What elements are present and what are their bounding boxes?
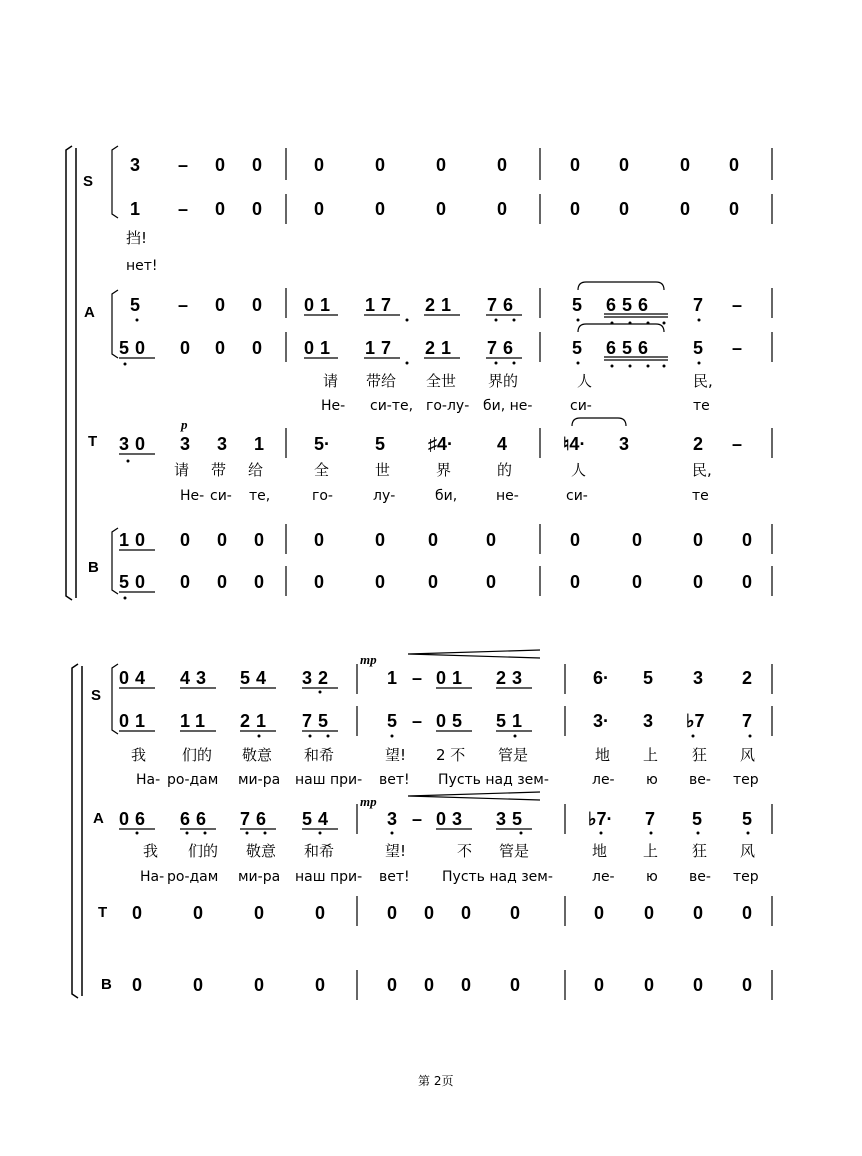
- note: 54: [240, 668, 273, 688]
- note: –: [732, 434, 743, 454]
- note: 3·: [593, 711, 610, 731]
- note: 0: [461, 903, 472, 923]
- note: 6·: [593, 668, 610, 688]
- lyric-ru: те,: [249, 488, 271, 504]
- lyric-ru: ро-дам: [167, 869, 219, 885]
- lyric-zh: 上: [643, 842, 659, 860]
- note: 01: [304, 338, 337, 358]
- note: 0: [680, 155, 691, 175]
- note: 0: [215, 155, 226, 175]
- lyric-zh: 上: [643, 746, 659, 764]
- note: 656: [606, 338, 655, 358]
- lyric-zh: 全: [314, 461, 330, 479]
- note: 17: [365, 295, 398, 315]
- note: 0: [252, 199, 263, 219]
- lyric-zh: 狂: [692, 746, 708, 764]
- note: 17: [365, 338, 398, 358]
- note: –: [732, 295, 743, 315]
- lyric-ru: ве-: [689, 869, 711, 885]
- lyric-ru: ве-: [689, 772, 711, 788]
- note: 5: [387, 711, 398, 731]
- note: 5: [693, 338, 704, 358]
- note: 30: [119, 434, 152, 454]
- lyric-ru: нет!: [126, 258, 158, 274]
- note: 23: [496, 668, 529, 688]
- lyric-ru: си-: [570, 398, 592, 414]
- note: 21: [425, 338, 458, 358]
- part-label-bass: B: [101, 976, 112, 993]
- note: 50: [119, 338, 152, 358]
- note: 0: [594, 903, 605, 923]
- note: 5: [130, 295, 141, 315]
- note: 54: [302, 809, 335, 829]
- note: 04: [119, 668, 152, 688]
- lyric-zh: 狂: [692, 842, 708, 860]
- lyric-ru: би,: [435, 488, 458, 504]
- note: 0: [742, 572, 753, 592]
- note: 0: [252, 338, 263, 358]
- note: 0: [497, 199, 508, 219]
- part-label-alto: A: [93, 810, 104, 827]
- note: 01: [436, 668, 469, 688]
- lyric-zh: 给: [248, 461, 264, 479]
- note: 0: [510, 903, 521, 923]
- note: 0: [314, 199, 325, 219]
- lyric-zh: 和希: [304, 842, 335, 860]
- lyric-zh: 地: [595, 746, 611, 764]
- note: 0: [254, 530, 265, 550]
- note: 76: [240, 809, 273, 829]
- note: 0: [510, 975, 521, 995]
- note: 5: [375, 434, 386, 454]
- note: 0: [314, 155, 325, 175]
- lyric-ru: те: [692, 488, 709, 504]
- note: 0: [215, 295, 226, 315]
- note: 32: [302, 668, 335, 688]
- note: 50: [119, 572, 152, 592]
- note: 3: [643, 711, 654, 731]
- note: 01: [304, 295, 337, 315]
- note: 21: [240, 711, 273, 731]
- note: 0: [375, 199, 386, 219]
- note: 0: [644, 903, 655, 923]
- note: 0: [180, 572, 191, 592]
- lyric-zh: 民,: [693, 372, 713, 390]
- note: 01: [119, 711, 152, 731]
- note: –: [412, 668, 423, 688]
- lyric-zh: 的: [497, 461, 513, 479]
- note: 7: [645, 809, 656, 829]
- note: 656: [606, 295, 655, 315]
- note: 2: [742, 668, 753, 688]
- lyric-zh: 们的: [188, 842, 219, 860]
- note: 0: [375, 155, 386, 175]
- note: 0: [254, 975, 265, 995]
- note: 06: [119, 809, 152, 829]
- note: 0: [217, 530, 228, 550]
- lyric-ru: На-: [140, 869, 165, 885]
- lyric-zh: 界: [436, 461, 452, 479]
- lyric-zh: 我: [131, 746, 147, 764]
- dynamic-mark: mp: [360, 794, 377, 809]
- lyric-ru: си-: [210, 488, 232, 504]
- note: 76: [487, 338, 520, 358]
- lyric-ru: тер: [733, 869, 759, 885]
- note: 2: [693, 434, 704, 454]
- lyric-ru: ю: [646, 869, 658, 885]
- note: –: [732, 338, 743, 358]
- note: 0: [693, 975, 704, 995]
- note: ♭7: [686, 711, 705, 731]
- note: 3: [387, 809, 398, 829]
- lyric-ru: го-: [312, 488, 333, 504]
- lyric-zh: 敬意: [242, 746, 273, 764]
- lyric-zh: 全世: [426, 372, 457, 390]
- note: 0: [252, 155, 263, 175]
- note: 4: [497, 434, 508, 454]
- lyric-zh: 带: [211, 461, 227, 479]
- lyric-zh: 人: [577, 372, 593, 390]
- lyric-ru: си-: [566, 488, 588, 504]
- note: 0: [570, 572, 581, 592]
- lyric-ru: ро-дам: [167, 772, 219, 788]
- lyric-zh: 风: [740, 842, 756, 860]
- note: 51: [496, 711, 529, 731]
- note: 0: [693, 530, 704, 550]
- lyric-zh: 界的: [488, 372, 519, 390]
- note: 0: [217, 572, 228, 592]
- note: 0: [729, 199, 740, 219]
- note: 0: [632, 572, 643, 592]
- lyric-ru: На-: [136, 772, 161, 788]
- note: 0: [570, 155, 581, 175]
- note: 0: [693, 572, 704, 592]
- note: ♮4·: [563, 434, 586, 454]
- note: 03: [436, 809, 469, 829]
- note: 0: [693, 903, 704, 923]
- lyric-ru: Пусть над зем-: [442, 869, 553, 885]
- note: 0: [742, 903, 753, 923]
- note: 5: [742, 809, 753, 829]
- note: ♭7·: [588, 809, 613, 829]
- note: 0: [132, 975, 143, 995]
- note: 0: [619, 155, 630, 175]
- note: 5: [643, 668, 654, 688]
- lyric-zh: 望!: [385, 842, 407, 860]
- page-number: 第 2页: [418, 1074, 454, 1088]
- note: 5: [692, 809, 703, 829]
- lyric-ru: лу-: [373, 488, 396, 504]
- note: 0: [742, 975, 753, 995]
- note: 10: [119, 530, 152, 550]
- note: 5: [572, 338, 583, 358]
- lyric-ru: ми-ра: [238, 869, 281, 885]
- lyric-zh: 我: [143, 842, 159, 860]
- note: 0: [132, 903, 143, 923]
- note: 0: [180, 530, 191, 550]
- note: 0: [193, 975, 204, 995]
- note: 0: [619, 199, 630, 219]
- part-label-bass: B: [88, 559, 99, 576]
- note: 0: [436, 155, 447, 175]
- note: 0: [254, 903, 265, 923]
- lyric-ru: би, не-: [483, 398, 533, 414]
- note: –: [412, 711, 423, 731]
- note: 3: [180, 434, 191, 454]
- lyric-zh: 们的: [182, 746, 213, 764]
- note: 0: [254, 572, 265, 592]
- lyric-ru: вет!: [379, 772, 410, 788]
- note: 43: [180, 668, 213, 688]
- note: 0: [680, 199, 691, 219]
- lyric-zh: 管是: [499, 842, 530, 860]
- note: 1: [254, 434, 265, 454]
- note: –: [178, 295, 189, 315]
- note: 0: [252, 295, 263, 315]
- lyric-zh: 管是: [498, 746, 529, 764]
- note: 0: [632, 530, 643, 550]
- lyric-zh: 敬意: [246, 842, 277, 860]
- lyric-ru: ле-: [592, 772, 615, 788]
- note: 0: [428, 530, 439, 550]
- note: 7: [693, 295, 704, 315]
- lyric-zh: 和希: [304, 746, 335, 764]
- lyric-ru: те: [693, 398, 710, 414]
- note: 5·: [314, 434, 331, 454]
- lyric-zh: 地: [592, 842, 608, 860]
- note: 05: [436, 711, 469, 731]
- note: 0: [215, 338, 226, 358]
- note: 0: [729, 155, 740, 175]
- note: 35: [496, 809, 529, 829]
- note: 0: [215, 199, 226, 219]
- note: –: [178, 199, 189, 219]
- lyric-ru: наш при-: [295, 869, 363, 885]
- note: ♯4·: [428, 434, 454, 454]
- note: 0: [193, 903, 204, 923]
- note: 3: [130, 155, 141, 175]
- lyric-ru: не-: [496, 488, 519, 504]
- lyric-zh: 不: [457, 842, 473, 860]
- note: 0: [428, 572, 439, 592]
- note: 21: [425, 295, 458, 315]
- lyric-ru: го-лу-: [426, 398, 470, 414]
- note: 0: [180, 338, 191, 358]
- dynamic-mark: mp: [360, 652, 377, 667]
- note: 5: [572, 295, 583, 315]
- lyric-ru: ю: [646, 772, 658, 788]
- note: 0: [387, 975, 398, 995]
- note: 0: [314, 530, 325, 550]
- lyric-ru: ми-ра: [238, 772, 281, 788]
- note: 0: [375, 530, 386, 550]
- note: –: [178, 155, 189, 175]
- part-label-alto: A: [84, 304, 95, 321]
- lyric-ru: ле-: [592, 869, 615, 885]
- note: 1: [130, 199, 141, 219]
- note: 0: [497, 155, 508, 175]
- note: 3: [619, 434, 630, 454]
- lyric-ru: вет!: [379, 869, 410, 885]
- note: 76: [487, 295, 520, 315]
- note: 0: [436, 199, 447, 219]
- note: 0: [314, 572, 325, 592]
- note: 3: [217, 434, 228, 454]
- lyric-zh: 风: [740, 746, 756, 764]
- note: 66: [180, 809, 213, 829]
- lyric-ru: Пусть над зем-: [438, 772, 549, 788]
- note: 11: [180, 711, 212, 731]
- note: 0: [315, 903, 326, 923]
- note: 0: [570, 199, 581, 219]
- lyric-zh: 挡!: [126, 229, 148, 247]
- part-label-soprano: S: [91, 687, 102, 704]
- note: 0: [387, 903, 398, 923]
- lyric-zh: 民,: [692, 461, 712, 479]
- lyric-ru: Не-: [321, 398, 346, 414]
- note: –: [412, 809, 423, 829]
- note: 0: [424, 903, 435, 923]
- note: 0: [486, 530, 497, 550]
- lyric-zh: 请: [323, 372, 339, 390]
- note: 1: [387, 668, 398, 688]
- note: 75: [302, 711, 335, 731]
- lyric-zh: 望!: [385, 746, 407, 764]
- lyric-ru: Не-: [180, 488, 205, 504]
- note: 0: [570, 530, 581, 550]
- lyric-ru: си-те,: [370, 398, 414, 414]
- lyric-zh: 请: [174, 461, 190, 479]
- note: 7: [742, 711, 753, 731]
- part-label-soprano: S: [83, 173, 94, 190]
- dynamic-mark: p: [181, 417, 188, 432]
- note: 0: [486, 572, 497, 592]
- lyric-zh: 2 不: [436, 746, 466, 764]
- note: 0: [375, 572, 386, 592]
- note: 0: [644, 975, 655, 995]
- lyric-ru: тер: [733, 772, 759, 788]
- lyric-ru: наш при-: [295, 772, 363, 788]
- note: 3: [693, 668, 704, 688]
- lyric-zh: 世: [375, 461, 391, 479]
- note: 0: [424, 975, 435, 995]
- note: 0: [461, 975, 472, 995]
- note: 0: [315, 975, 326, 995]
- note: 0: [742, 530, 753, 550]
- note: 0: [594, 975, 605, 995]
- lyric-zh: 人: [571, 461, 587, 479]
- part-label-tenor: T: [88, 433, 98, 450]
- part-label-tenor: T: [98, 904, 108, 921]
- lyric-zh: 带给: [366, 372, 397, 390]
